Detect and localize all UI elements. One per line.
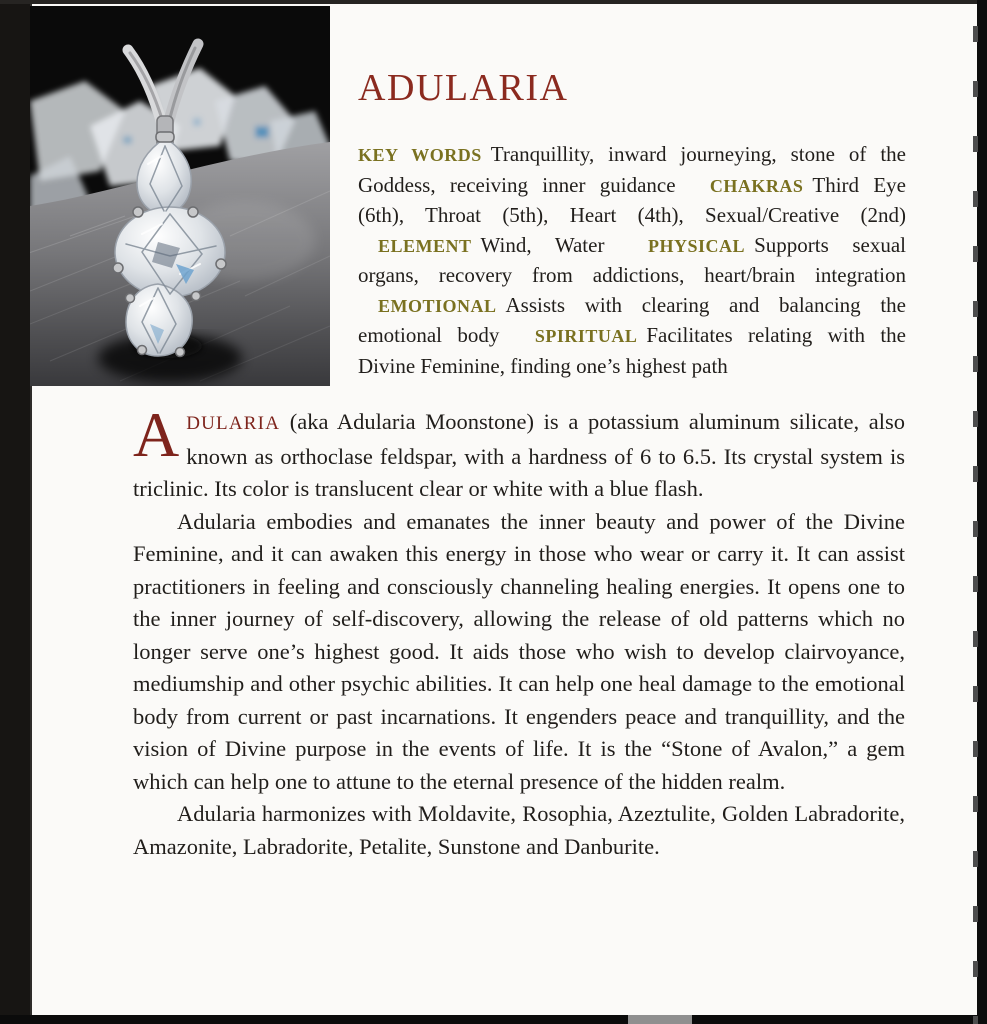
pendant-photo-art (30, 6, 330, 386)
property-label: SPIRITUAL (534, 326, 638, 346)
property-element (358, 233, 604, 257)
properties-paragraph (358, 140, 906, 381)
scan-edge-notches (973, 0, 978, 1024)
property-label: ELEMENT (378, 235, 472, 256)
property-text: Wind, Water (480, 232, 605, 257)
dropcap-letter: A (133, 399, 180, 470)
body-text (133, 399, 905, 863)
page-title: ADULARIA (358, 67, 569, 109)
property-label: KEY WORDS (358, 145, 482, 165)
paragraph-harmonizes: Adularia harmonizes with Moldavite, Rosophia, Azeztulite, Golden Labradorite, Amazonite, Labradorite, Petalite, Sunstone and Danburite. (133, 801, 905, 859)
scan-border-bottom (0, 1015, 987, 1024)
property-text: Facilitates relating with the Divine Feminine, finding one’s highest path (358, 323, 907, 378)
property-text: Assists with clearing and balancing the emotional body (358, 292, 906, 347)
scan-border-bottom-gray-segment (628, 1015, 692, 1024)
lead-small-caps: DULARIA (186, 413, 281, 434)
paragraph-description: Adularia embodies and emanates the inner beauty and power of the Divine Feminine, and it can awaken this energy in those who wear or carry it. It can assist practitioners in feeling and consciously channeling healing energies. It opens one to the inner journey of self-discovery, allowing the release of old patterns which no longer serve one’s highest good. It aids those who wish to develop clairvoyance, mediumship and other psychic abilities. It can help one heal damage to the emotional body from current or past incarnations. It engenders peace and tranquillity, and the vision of Divine purpose in the events of life. It is the “Stone of Avalon,” a gem which can help one to attune to the eternal presence of the hidden realm. (133, 508, 905, 794)
scan-border-left (0, 0, 32, 1024)
property-label: CHAKRAS (709, 175, 804, 196)
property-text: Supports sexual organs, recovery from addictions, heart/brain integration (358, 232, 906, 287)
scan-border-right (977, 0, 987, 1024)
scan-border-top (0, 0, 987, 4)
paragraph-intro-text: (aka Adularia Moonstone) is a potassium aluminum silicate, also known as orthoclase feldspar, with a hardness of 6 to 6.5. Its crystal system is triclinic. Its color is translucent clear or white with a blue flash. (133, 409, 905, 501)
property-label: EMOTIONAL (378, 295, 497, 316)
property-label: PHYSICAL (648, 235, 746, 256)
paragraph-intro (133, 399, 905, 506)
property-text: Tranquillity, inward journeying, stone of the Goddess, receiving inner guidance (358, 142, 906, 197)
pendant-photo (30, 6, 330, 386)
property-text: Third Eye (6th), Throat (5th), Heart (4th), Sexual/Creative (2nd) (358, 172, 906, 227)
